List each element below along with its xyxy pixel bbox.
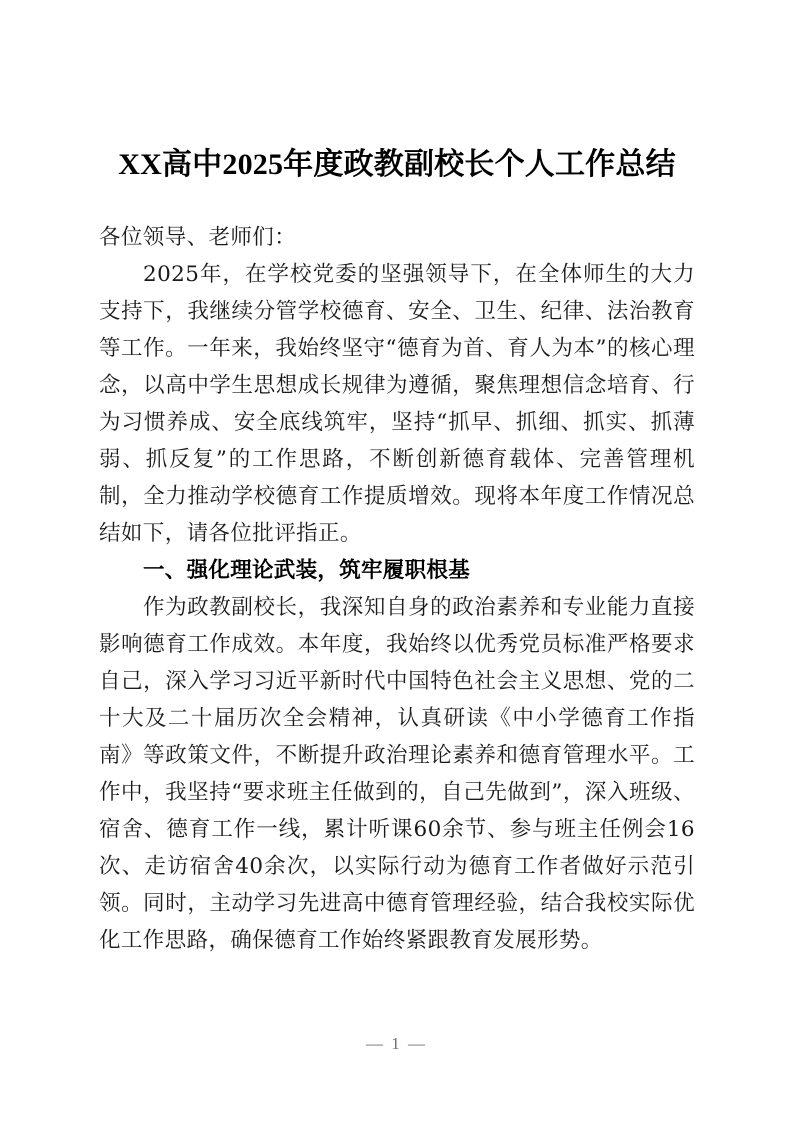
page-title: XX高中2025年度政教副校长个人工作总结 [118, 148, 676, 181]
section-heading-1: 一、强化理论武装，筑牢履职根基 [143, 558, 471, 583]
page-number-footer: — 1 — [366, 1034, 427, 1053]
paragraph-section-1-body: 作为政教副校长，我深知自身的政治素养和专业能力直接影响德育工作成效。本年度，我始终以优秀党员标准严格要求自己，深入学习习近平新时代中国特色社会主义思想、党的二十大及二十届历次全会精神，认真研读《中小学德育工作指南》等政策文件，不断提升政治理论素养和德育管理水平。工作中，我坚持“要求班主任做到的，自己先做到”，深入班级、宿舍、德育工作一线，累计听课60余节、参与班主任例会16次、走访宿舍40余次，以实际行动为德育工作者做好示范引领。同时，主动学习先进高中德育管理经验，结合我校实际优化工作思路，确保德育工作始终紧跟教育发展形势。 [99, 595, 695, 953]
document-content [99, 0, 695, 959]
salutation-line: 各位领导、老师们： [99, 225, 297, 250]
paragraph-intro: 2025年，在学校党委的坚强领导下，在全体师生的大力支持下，我继续分管学校德育、安全、卫生、纪律、法治教育等工作。一年来，我始终坚守“德育为首、育人为本”的核心理念，以高中学生思想成长规律为遵循，聚焦理想信念培育、行为习惯养成、安全底线筑牢，坚持“抓早、抓细、抓实、抓薄弱、抓反复”的工作思路，不断创新德育载体、完善管理机制，全力推动学校德育工作提质增效。现将本年度工作情况总结如下，请各位批评指正。 [99, 262, 695, 546]
